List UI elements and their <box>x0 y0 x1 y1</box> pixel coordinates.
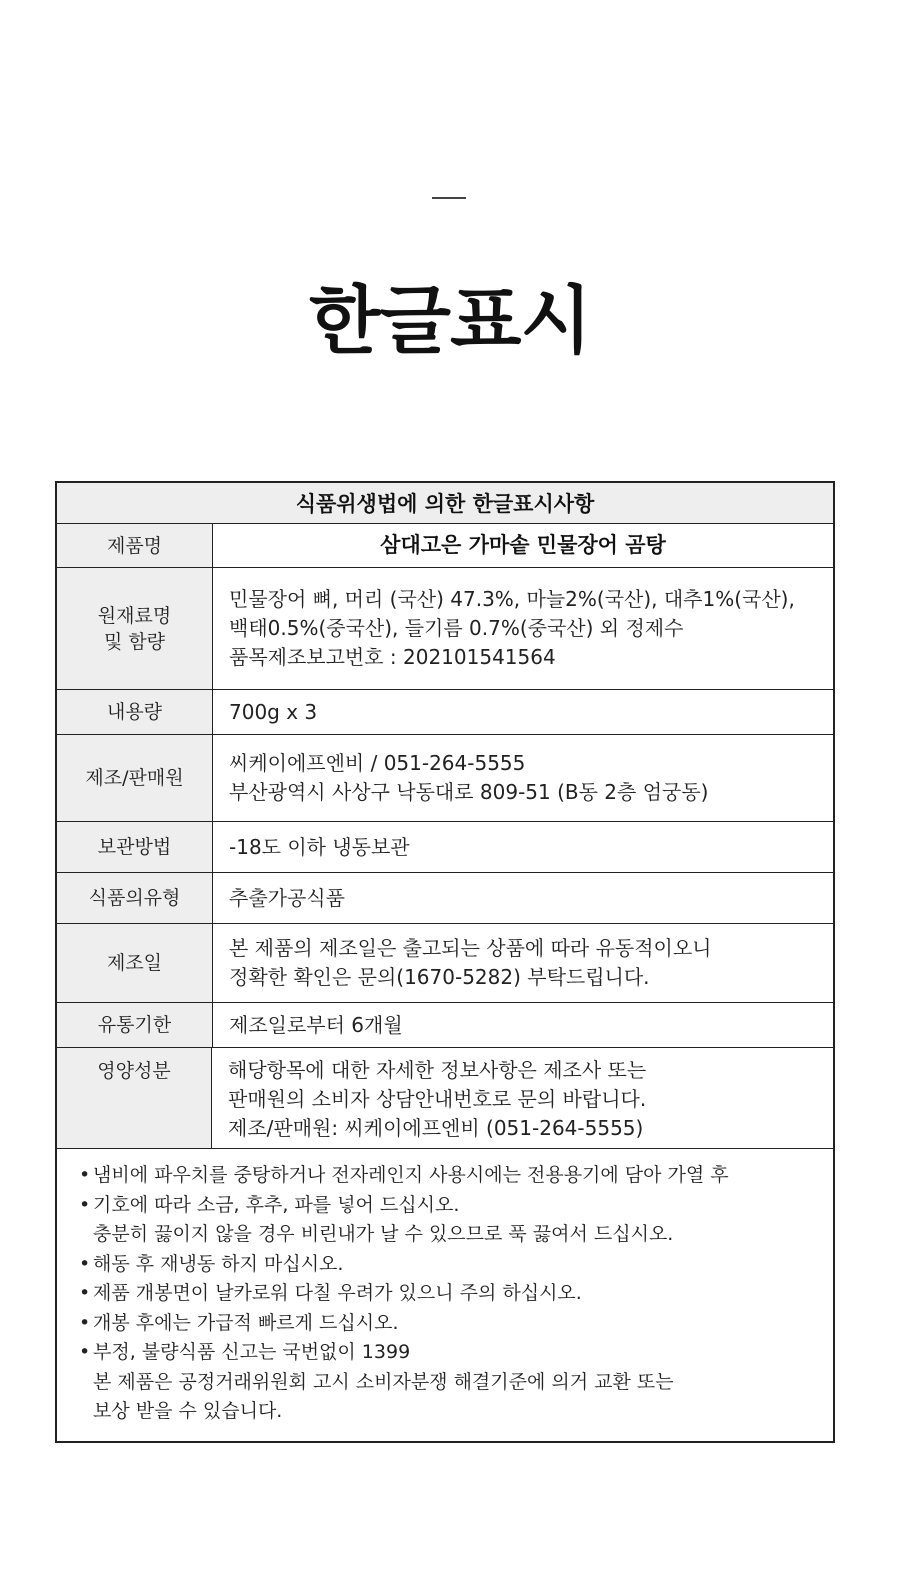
note-item <box>79 1161 833 1191</box>
storage-value: -18도 이하 냉동보관 <box>229 834 410 859</box>
manufacturer-line: 씨케이에프엔비 / 051-264-5555 <box>229 751 526 775</box>
volume-label: 내용량 <box>57 690 213 734</box>
nutrition-line: 해당항목에 대한 자세한 정보사항은 제조사 또는 <box>228 1058 647 1082</box>
notes-section <box>57 1148 833 1441</box>
row-ingredients <box>57 567 833 689</box>
bullet: • <box>79 1252 91 1275</box>
row-volume <box>57 689 833 734</box>
bullet: • <box>79 1193 91 1216</box>
food-type-value: 추출가공식품 <box>229 885 345 910</box>
product-name-value: 삼대고은 가마솥 민물장어 곰탕 <box>380 533 666 557</box>
note-item <box>79 1191 833 1250</box>
row-storage <box>57 821 833 872</box>
nutrition-line: 판매원의 소비자 상담안내번호로 문의 바랍니다. <box>228 1087 647 1111</box>
ingredients-label <box>57 568 213 689</box>
note-line: 제품 개봉면이 날카로워 다칠 우려가 있으니 주의 하십시오. <box>93 1282 582 1304</box>
manufacturer-line: 부산광역시 사상구 낙동대로 809-51 (B동 2층 엄궁동) <box>229 780 709 804</box>
manufacture-date-label: 제조일 <box>57 924 213 1002</box>
row-expiry <box>57 1002 833 1047</box>
note-item <box>79 1309 833 1339</box>
volume-value: 700g x 3 <box>229 699 318 724</box>
note-item <box>79 1279 833 1309</box>
manufacture-date-line: 정확한 확인은 문의(1670-5282) 부탁드립니다. <box>229 965 650 989</box>
note-item <box>79 1250 833 1280</box>
product-name-label: 제품명 <box>57 524 213 567</box>
ingredients-line: 품목제조보고번호 : 202101541564 <box>229 645 556 669</box>
nutrition-line: 제조/판매원: 씨케이에프엔비 (051-264-5555) <box>228 1116 644 1140</box>
manufacture-date-line: 본 제품의 제조일은 출고되는 상품에 따라 유동적이오니 <box>229 936 712 960</box>
row-product-name <box>57 523 833 567</box>
note-item <box>79 1338 833 1427</box>
expiry-label: 유통기한 <box>57 1003 213 1047</box>
note-line: 기호에 따라 소금, 후추, 파를 넣어 드십시오. <box>93 1193 460 1216</box>
note-line: 냄비에 파우치를 중탕하거나 전자레인지 사용시에는 전용용기에 담아 가열 후 <box>93 1164 729 1186</box>
row-manufacture-date <box>57 923 833 1002</box>
bullet: • <box>79 1282 91 1304</box>
nutrition-value <box>212 1048 833 1148</box>
ingredients-line: 민물장어 뼈, 머리 (국산) 47.3%, 마늘2%(국산), 대추1%(국산), <box>229 587 795 611</box>
manufacturer-label: 제조/판매원 <box>57 735 213 821</box>
row-food-type <box>57 872 833 923</box>
title-divider <box>432 197 466 199</box>
note-line: 해동 후 재냉동 하지 마십시오. <box>93 1252 344 1275</box>
note-line: 부정, 불량식품 신고는 국번없이 1399 <box>93 1341 411 1363</box>
note-line: 본 제품은 공정거래위원회 고시 소비자분쟁 해결기준에 의거 교환 또는 <box>93 1370 674 1393</box>
expiry-value: 제조일로부터 6개월 <box>229 1012 403 1037</box>
ingredients-label-line: 및 함량 <box>103 630 166 653</box>
note-line: 충분히 끓이지 않을 경우 비린내가 날 수 있으므로 푹 끓여서 드십시오. <box>93 1223 674 1245</box>
manufacture-date-value <box>213 924 833 1002</box>
note-line: 보상 받을 수 있습니다. <box>93 1400 283 1422</box>
row-nutrition <box>57 1047 833 1148</box>
bullet: • <box>79 1341 91 1363</box>
bullet: • <box>79 1164 91 1186</box>
manufacturer-value <box>213 735 833 821</box>
page-title: 한글표시 <box>309 278 591 364</box>
ingredients-value <box>213 568 833 689</box>
nutrition-label: 영양성분 <box>57 1048 212 1148</box>
ingredients-label-line: 원재료명 <box>97 604 172 627</box>
row-manufacturer <box>57 734 833 821</box>
food-type-label: 식품의유형 <box>57 873 213 923</box>
ingredients-line: 백태0.5%(중국산), 들기름 0.7%(중국산) 외 정제수 <box>229 616 684 640</box>
storage-label: 보관방법 <box>57 822 213 872</box>
label-table <box>55 481 835 1443</box>
table-header: 식품위생법에 의한 한글표시사항 <box>57 483 833 523</box>
bullet: • <box>79 1311 91 1334</box>
note-line: 개봉 후에는 가급적 빠르게 드십시오. <box>93 1311 399 1334</box>
